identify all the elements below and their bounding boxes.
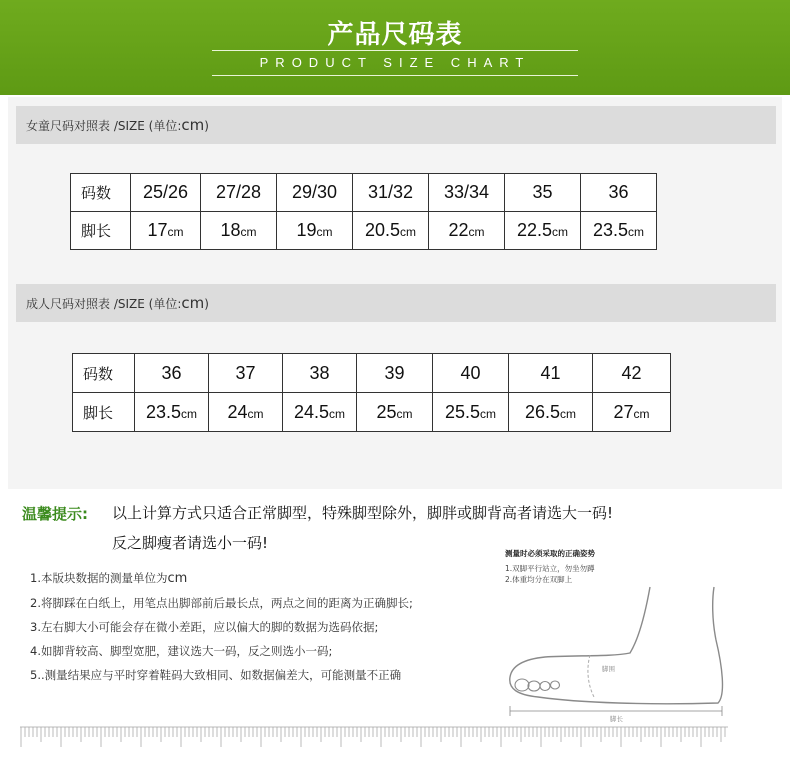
length-unit: cm <box>316 225 333 239</box>
length-cell <box>209 393 283 432</box>
size-cell: 36 <box>135 354 209 393</box>
tip-text-line2: 反之脚瘦者请选小一码! <box>112 534 269 552</box>
length-value: 23.5 <box>592 220 629 240</box>
posture-title: 测量时必须采取的正确姿势 <box>505 549 595 558</box>
size-cell: 31/32 <box>353 174 429 212</box>
girls-chart-title-text: 女童尺码对照表 /SIZE (单位: <box>26 119 182 133</box>
length-value: 18 <box>220 220 241 240</box>
length-unit: cm <box>400 225 417 239</box>
length-cell <box>509 393 593 432</box>
adult-chart-title-text: 成人尺码对照表 /SIZE (单位: <box>26 297 182 311</box>
length-cell <box>581 212 657 250</box>
page-title: 产品尺码表 <box>327 20 463 50</box>
length-value: 27 <box>613 401 634 422</box>
table-row-lengths <box>73 393 671 432</box>
length-value: 17 <box>147 220 168 240</box>
size-cell: 36 <box>581 174 657 212</box>
length-value: 19 <box>296 220 317 240</box>
table-row-sizes <box>73 354 671 393</box>
size-cell: 29/30 <box>277 174 353 212</box>
size-cell: 40 <box>433 354 509 393</box>
posture-step: 2.体重均分在双脚上 <box>505 575 573 584</box>
toe-shape <box>540 682 550 691</box>
length-unit: cm <box>396 406 413 421</box>
size-cell: 42 <box>593 354 671 393</box>
note-item <box>30 570 187 586</box>
note-text: 1.本版块数据的测量单位为 <box>30 571 168 585</box>
size-cell: 25/26 <box>131 174 201 212</box>
length-cell <box>429 212 505 250</box>
header-banner <box>0 0 790 95</box>
girls-size-table <box>70 173 657 250</box>
length-unit: cm <box>247 406 264 421</box>
length-value: 25 <box>376 401 397 422</box>
row-label-length: 脚长 <box>73 393 135 432</box>
size-cell: 27/28 <box>201 174 277 212</box>
length-unit: cm <box>633 406 650 421</box>
adult-chart-unit: cm <box>181 294 205 312</box>
length-cell <box>505 212 581 250</box>
note-item: 5..测量结果应与平时穿着鞋码大致相同、如数据偏差大，可能测量不正确 <box>30 668 402 682</box>
girth-line <box>588 655 594 697</box>
size-cell: 33/34 <box>429 174 505 212</box>
note-item: 2.将脚踩在白纸上，用笔点出脚部前后最长点，两点之间的距离为正确脚长; <box>30 596 413 610</box>
length-unit: cm <box>552 225 569 239</box>
length-cell <box>277 212 353 250</box>
page-subtitle: PRODUCT SIZE CHART <box>259 55 531 70</box>
size-cell: 39 <box>357 354 433 393</box>
length-cell <box>283 393 357 432</box>
row-label-size: 码数 <box>71 174 131 212</box>
length-unit: cm <box>329 406 346 421</box>
ruler-graphic <box>20 726 728 750</box>
ruler-ticks <box>21 727 725 747</box>
header-divider-bottom <box>212 75 578 76</box>
length-unit: cm <box>480 406 497 421</box>
toe-shape <box>551 681 560 689</box>
length-cell <box>357 393 433 432</box>
foot-outline <box>510 587 723 704</box>
size-cell: 37 <box>209 354 283 393</box>
length-cell <box>433 393 509 432</box>
girls-chart-unit: cm <box>181 116 205 134</box>
length-value: 25.5 <box>444 401 481 422</box>
table-row-sizes <box>71 174 657 212</box>
size-cell: 35 <box>505 174 581 212</box>
posture-step: 1.双脚平行站立，勿坐勿蹲 <box>505 564 595 573</box>
toe-shape <box>528 681 540 691</box>
girls-chart-title-end: ) <box>204 119 209 133</box>
length-value: 20.5 <box>364 220 401 240</box>
length-value: 24.5 <box>293 401 330 422</box>
foot-illustration <box>490 585 740 725</box>
length-value: 24 <box>227 401 248 422</box>
note-item: 3.左右脚大小可能会存在微小差距，应以偏大的脚的数据为选码依据; <box>30 620 379 634</box>
note-unit: cm <box>167 571 188 586</box>
header-divider-top <box>212 50 578 51</box>
length-unit: cm <box>468 225 485 239</box>
size-cell: 38 <box>283 354 357 393</box>
length-value: 26.5 <box>524 401 561 422</box>
tip-label: 温馨提示: <box>22 505 88 523</box>
adult-size-table <box>72 353 671 432</box>
length-value: 23.5 <box>145 401 182 422</box>
girth-label: 脚围 <box>602 665 615 673</box>
note-item: 4.如脚背较高、脚型宽肥，建议选大一码，反之则选小一码; <box>30 644 333 658</box>
length-unit: cm <box>240 225 257 239</box>
length-cell <box>201 212 277 250</box>
length-value: 22 <box>448 220 469 240</box>
length-cell <box>353 212 429 250</box>
size-cell: 41 <box>509 354 593 393</box>
length-label: 脚长 <box>610 715 623 723</box>
length-cell <box>593 393 671 432</box>
tip-text-line1: 以上计算方式只适合正常脚型，特殊脚型除外，脚胖或脚背高者请选大一码! <box>112 504 614 522</box>
length-cell <box>131 212 201 250</box>
row-label-size: 码数 <box>73 354 135 393</box>
length-unit: cm <box>560 406 577 421</box>
length-unit: cm <box>628 225 645 239</box>
adult-chart-title <box>16 284 776 322</box>
length-unit: cm <box>167 225 184 239</box>
adult-chart-title-end: ) <box>204 297 209 311</box>
length-cell <box>135 393 209 432</box>
row-label-length: 脚长 <box>71 212 131 250</box>
toe-shape <box>515 679 529 691</box>
length-unit: cm <box>181 406 198 421</box>
length-value: 22.5 <box>516 220 553 240</box>
girls-chart-title <box>16 106 776 144</box>
table-row-lengths <box>71 212 657 250</box>
